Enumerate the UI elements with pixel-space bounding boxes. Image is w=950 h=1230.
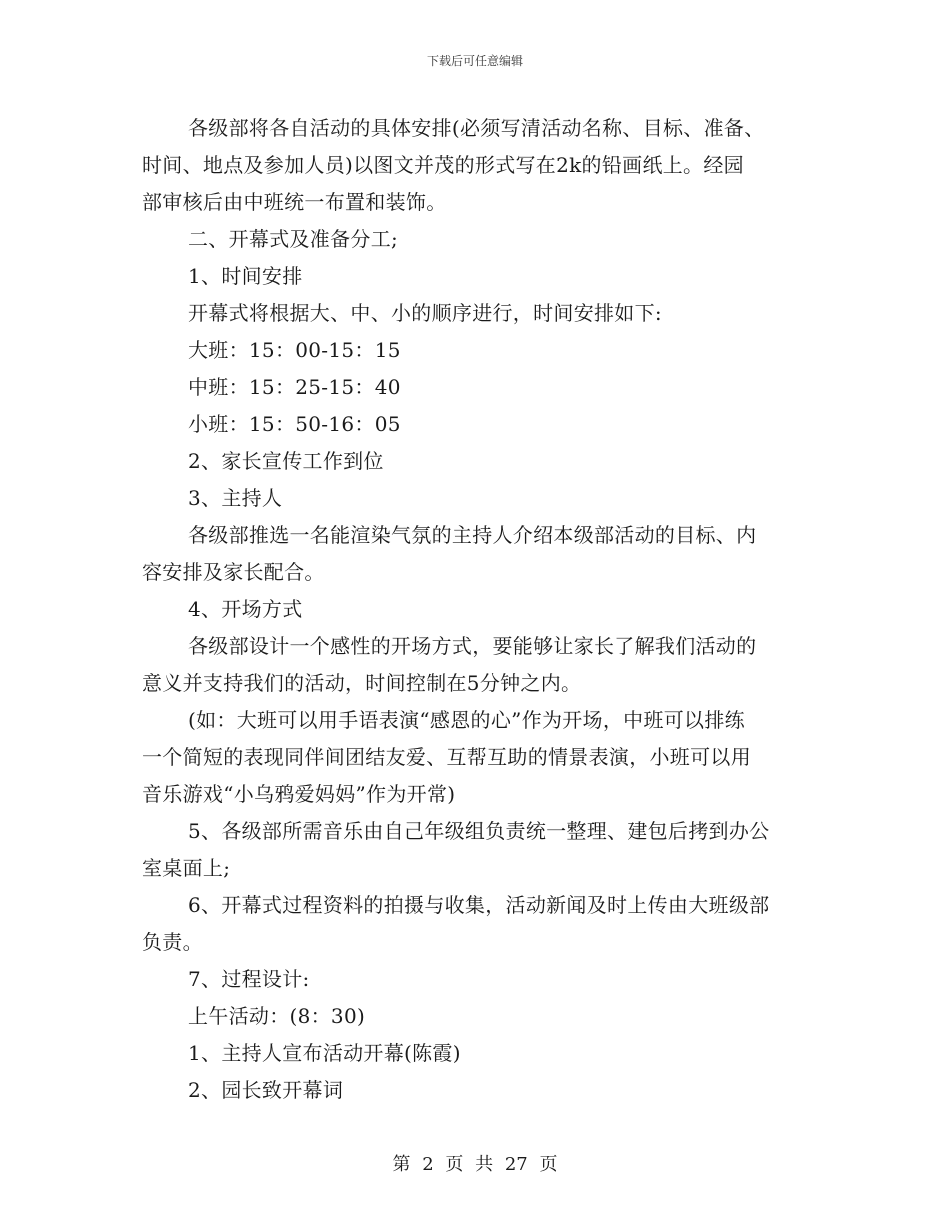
text-line: 时间、地点及参加人员)以图文并茂的形式写在2k的铅画纸上。经园 bbox=[142, 153, 744, 177]
text-line: 大班：15：00-15：15 bbox=[188, 338, 401, 362]
text-line: 开幕式将根据大、中、小的顺序进行，时间安排如下: bbox=[188, 301, 662, 325]
text-line: 4、开场方式 bbox=[188, 597, 303, 621]
text-line: 7、过程设计: bbox=[188, 967, 310, 991]
text-line: 各级部将各自活动的具体安排(必须写清活动名称、目标、准备、 bbox=[188, 116, 765, 140]
text-line: 3、主持人 bbox=[188, 486, 283, 510]
text-line: 音乐游戏“小乌鸦爱妈妈”作为开常) bbox=[142, 782, 456, 806]
text-line: 1、时间安排 bbox=[188, 264, 303, 288]
text-line: 室桌面上; bbox=[142, 856, 231, 880]
text-line: 部审核后由中班统一布置和装饰。 bbox=[142, 190, 447, 214]
text-line: 容安排及家长配合。 bbox=[142, 560, 325, 584]
text-line: 各级部设计一个感性的开场方式，要能够让家长了解我们活动的 bbox=[188, 634, 757, 658]
text-line: 负责。 bbox=[142, 930, 203, 954]
text-line: 一个简短的表现同伴间团结友爱、互帮互助的情景表演，小班可以用 bbox=[142, 745, 751, 769]
text-line: 小班：15：50-16：05 bbox=[188, 412, 401, 436]
text-line: 1、主持人宣布活动开幕(陈霞) bbox=[188, 1041, 461, 1065]
text-line: 上午活动：(8：30) bbox=[188, 1004, 366, 1028]
text-line: 5、各级部所需音乐由自己年级组负责统一整理、建包后拷到办公 bbox=[188, 819, 770, 843]
text-line: 各级部推选一名能渲染气氛的主持人介绍本级部活动的目标、内 bbox=[188, 523, 757, 547]
text-line: (如：大班可以用手语表演“感恩的心”作为开场，中班可以排练 bbox=[188, 708, 745, 732]
page-number-footer: 第 2 页 共 27 页 bbox=[392, 1154, 558, 1175]
page-header: 下载后可任意编辑 bbox=[426, 54, 523, 68]
text-line: 意义并支持我们的活动，时间控制在5分钟之内。 bbox=[142, 671, 582, 695]
text-line: 二、开幕式及准备分工; bbox=[188, 227, 399, 251]
document-body bbox=[142, 110, 810, 1109]
text-line: 中班：15：25-15：40 bbox=[188, 375, 401, 399]
text-line: 2、家长宣传工作到位 bbox=[188, 449, 384, 473]
text-line: 2、园长致开幕词 bbox=[188, 1078, 344, 1102]
text-line: 6、开幕式过程资料的拍摄与收集，活动新闻及时上传由大班级部 bbox=[188, 893, 770, 917]
